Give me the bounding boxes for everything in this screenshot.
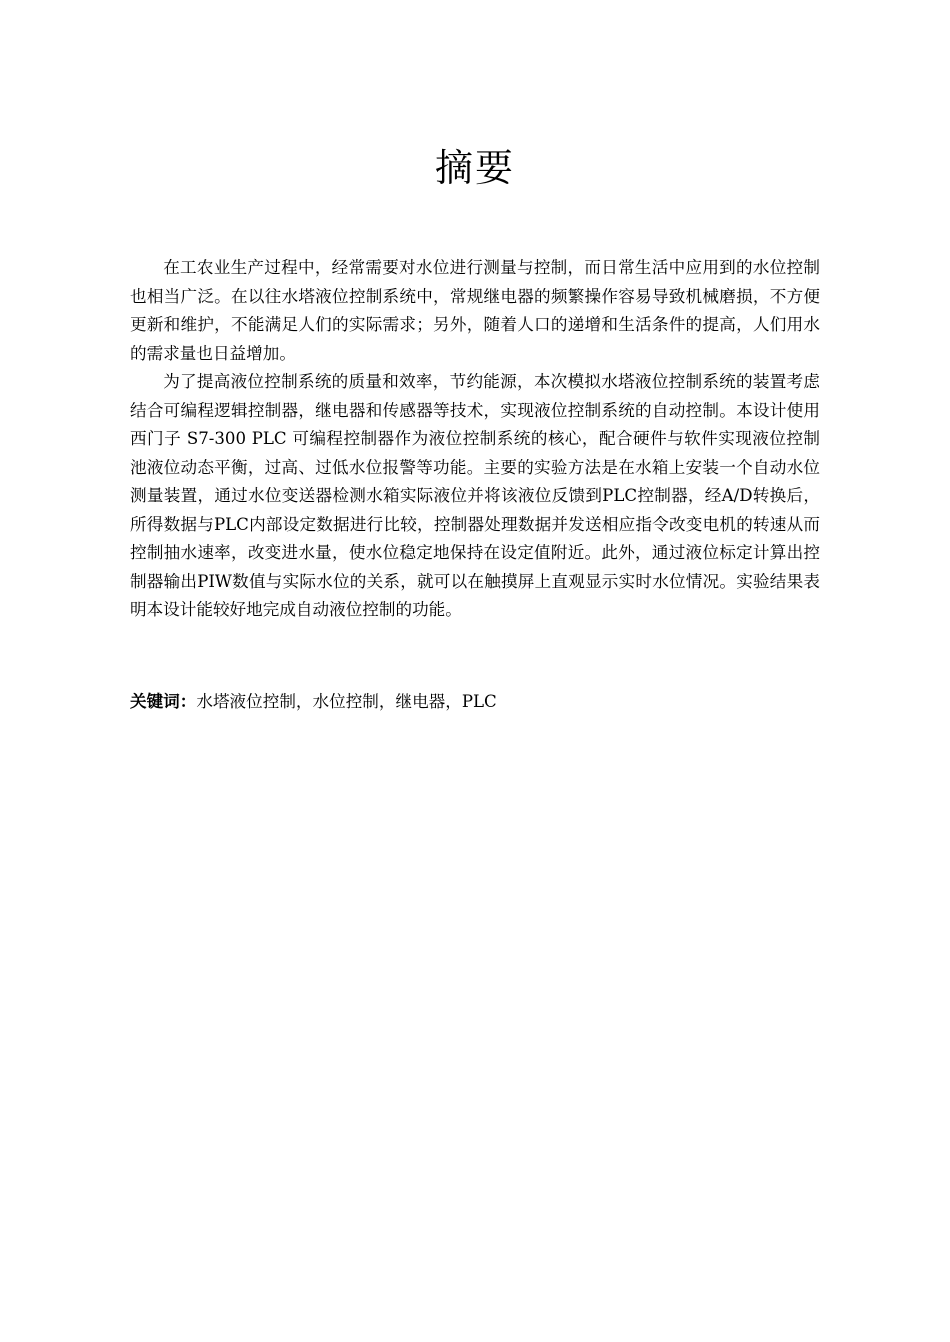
keywords-text: 水塔液位控制，水位控制，继电器，PLC (196, 692, 497, 711)
page-title: 摘要 (434, 146, 515, 190)
keywords-label: 关键词： (130, 692, 197, 711)
keywords-line (130, 688, 820, 716)
abstract-paragraph-2: 为了提高液位控制系统的质量和效率，节约能源，本次模拟水塔液位控制系统的装置考虑结合可编程逻辑控制器，继电器和传感器等技术，实现液位控制系统的自动控制。本设计使用西门子 S7-300 PLC 可编程控制器作为液位控制系统的核心，配合硬件与软件实现液位控制池液位动态平衡，过高、过低水位报警等功能。主要的实验方法是在水箱上安装一个自动水位测量装置，通过水位变送器检测水箱实际液位并将该液位反馈到PLC控制器，经A/D转换后，所得数据与PLC内部设定数据进行比较，控制器处理数据并发送相应指令改变电机的转速从而控制抽水速率，改变进水量，使水位稳定地保持在设定值附近。此外，通过液位标定计算出控制器输出PIW数值与实际水位的关系，就可以在触摸屏上直观显示实时水位情况。实验结果表明本设计能较好地完成自动液位控制的功能。 (130, 372, 820, 619)
abstract-body (130, 254, 820, 625)
abstract-paragraph-1: 在工农业生产过程中，经常需要对水位进行测量与控制，而日常生活中应用到的水位控制也相当广泛。在以往水塔液位控制系统中，常规继电器的频繁操作容易导致机械磨损，不方便更新和维护，不能满足人们的实际需求；另外，随着人口的递增和生活条件的提高，人们用水的需求量也日益增加。 (130, 258, 820, 363)
